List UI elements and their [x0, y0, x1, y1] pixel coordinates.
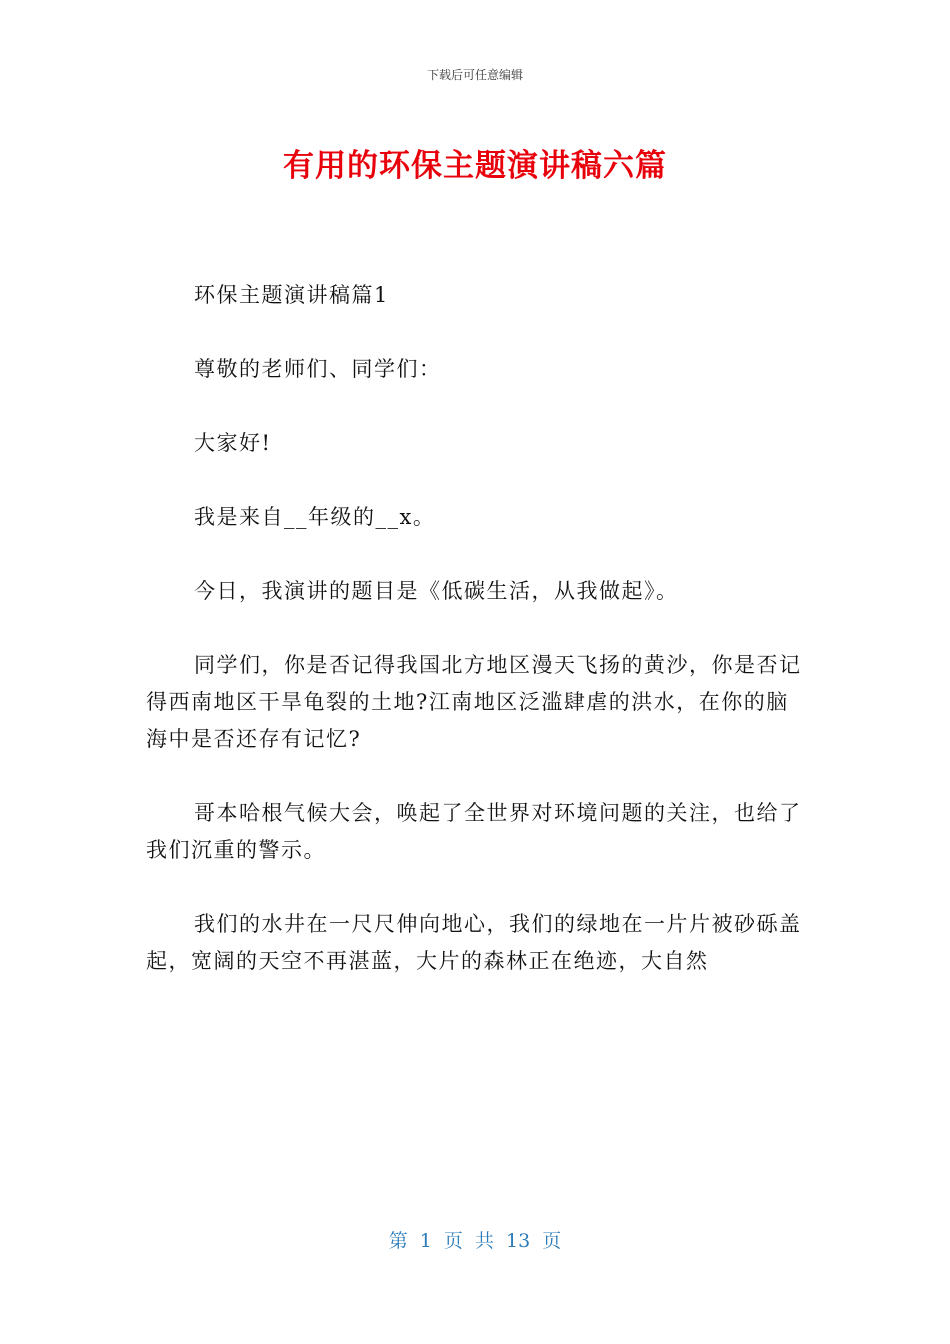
paragraph: 我是来自__年级的__x。: [194, 505, 436, 529]
paragraph: 我们的水井在一尺尺伸向地心，我们的绿地在一片片被砂砾盖起，宽阔的天空不再湛蓝，大片的森林正在绝迹，大自然: [146, 912, 802, 973]
paragraph: 同学们，你是否记得我国北方地区漫天飞扬的黄沙，你是否记得西南地区干旱龟裂的土地?江南地区泛滥肆虐的洪水，在你的脑海中是否还存有记忆?: [146, 653, 802, 751]
document-title: 有用的环保主题演讲稿六篇: [283, 148, 667, 184]
paragraph: 今日，我演讲的题目是《低碳生活，从我做起》。: [194, 579, 679, 603]
paragraph: 哥本哈根气候大会，唤起了全世界对环境问题的关注，也给了我们沉重的警示。: [146, 801, 802, 862]
document-body: [146, 277, 806, 1017]
page-indicator: 第 1 页 共 13 页: [388, 1230, 562, 1252]
paragraph: 大家好!: [194, 431, 272, 455]
header-note: 下载后可任意编辑: [426, 68, 523, 82]
paragraph: 环保主题演讲稿篇1: [194, 283, 389, 307]
paragraph: 尊敬的老师们、同学们：: [194, 357, 442, 381]
